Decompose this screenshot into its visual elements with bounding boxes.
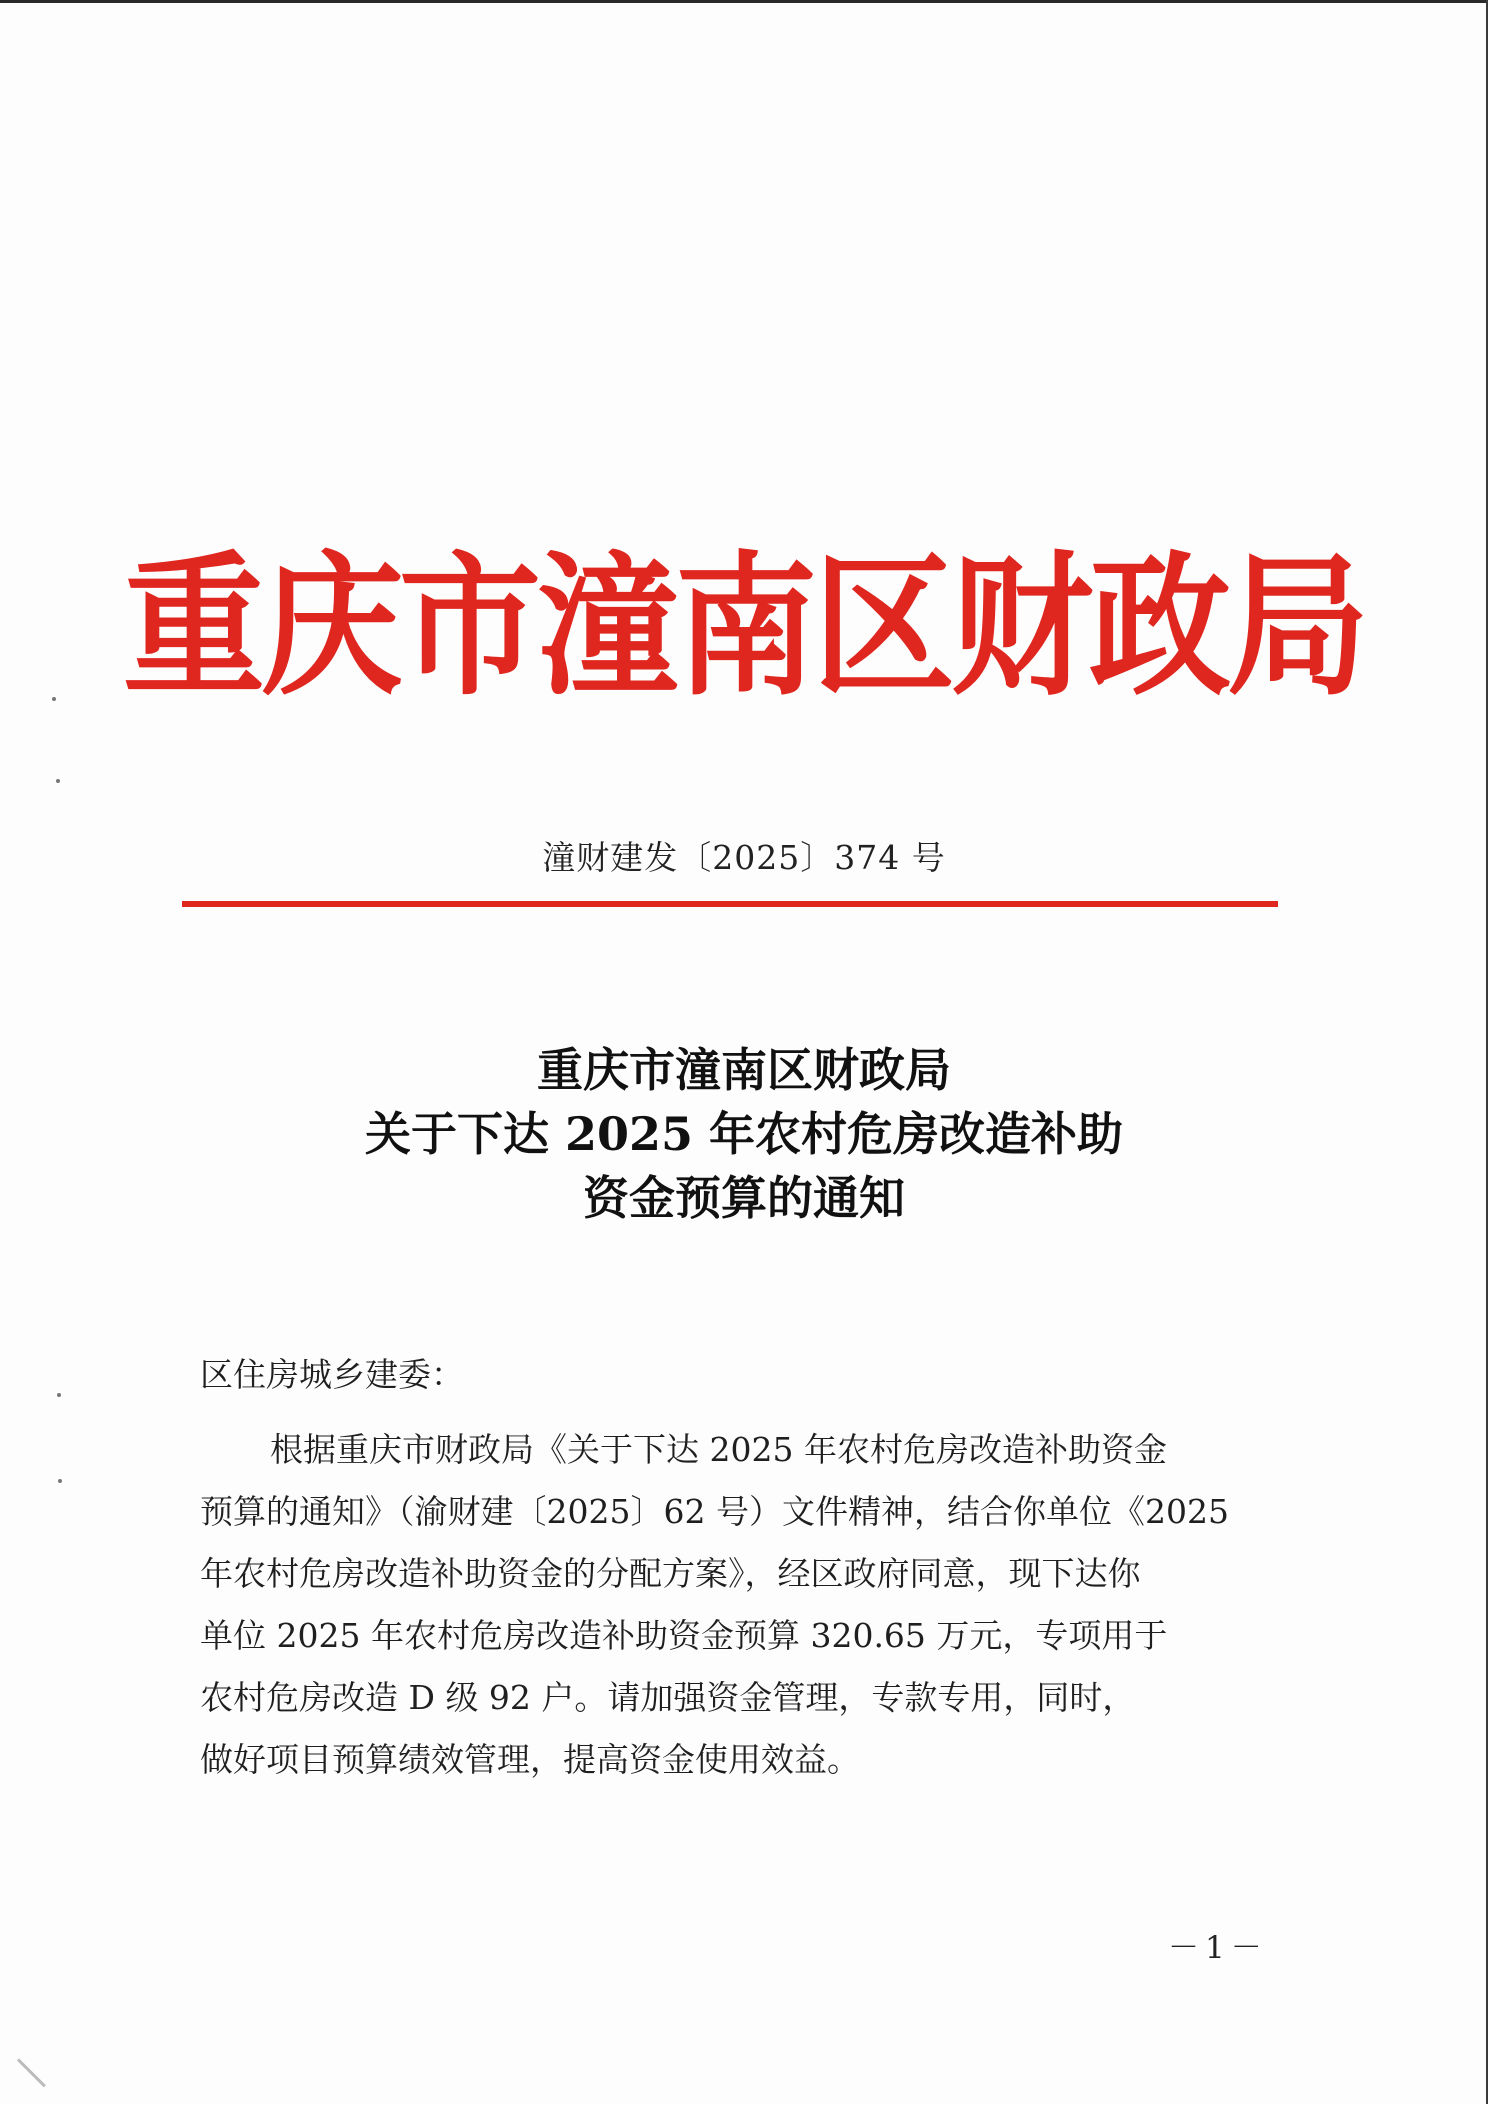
scan-speck bbox=[58, 1479, 62, 1483]
red-divider-rule bbox=[182, 901, 1278, 907]
scan-speck bbox=[56, 779, 60, 783]
agency-header: 重庆市潼南区财政局 bbox=[123, 538, 1365, 717]
body-line-1: 根据重庆市财政局《关于下达 2025 年农村危房改造补助资金 bbox=[270, 1430, 1167, 1469]
body-line-5: 农村危房改造 D 级 92 户。请加强资金管理，专款专用，同时， bbox=[200, 1678, 1136, 1717]
title-line-2: 关于下达 2025 年农村危房改造补助 bbox=[364, 1107, 1124, 1161]
scan-speck bbox=[52, 697, 56, 701]
scan-edge-top bbox=[0, 0, 1488, 3]
scan-speck bbox=[57, 1393, 61, 1397]
document-number: 潼财建发〔2025〕374 号 bbox=[542, 838, 946, 877]
title-line-1: 重庆市潼南区财政局 bbox=[537, 1043, 951, 1097]
document-title bbox=[0, 1038, 1488, 1230]
body-paragraph bbox=[200, 1428, 1300, 1800]
body-line-6: 做好项目预算绩效管理，提高资金使用效益。 bbox=[200, 1740, 860, 1779]
body-line-4: 单位 2025 年农村危房改造补助资金预算 320.65 万元，专项用于 bbox=[200, 1616, 1168, 1655]
body-line-2: 预算的通知》（渝财建〔2025〕62 号）文件精神，结合你单位《2025 bbox=[200, 1492, 1229, 1531]
salutation: 区住房城乡建委： bbox=[200, 1355, 464, 1394]
body-line-3: 年农村危房改造补助资金的分配方案》，经区政府同意，现下达你 bbox=[200, 1554, 1141, 1593]
scan-corner-mark bbox=[17, 2058, 46, 2087]
title-line-3: 资金预算的通知 bbox=[583, 1171, 905, 1225]
page-number: －1－ bbox=[1168, 1930, 1268, 1966]
